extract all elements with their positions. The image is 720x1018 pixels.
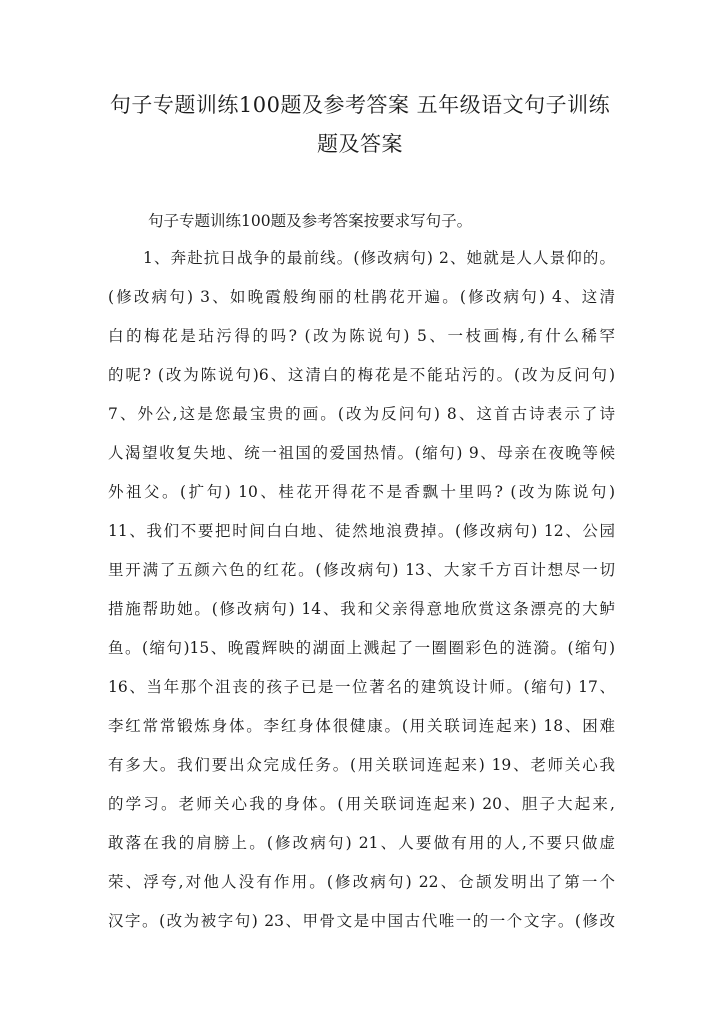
intro-paragraph: 句子专题训练100题及参考答案按要求写句子。 bbox=[148, 212, 473, 230]
body-line: 有多大。我们要出众完成任务。(用关联词连起来) 19、老师关心我 bbox=[108, 756, 615, 774]
body-line: 荣、浮夸,对他人没有作用。(修改病句) 22、仓颉发明出了第一个 bbox=[108, 873, 615, 891]
body-line: 鱼。(缩句)15、晚霞辉映的湖面上溅起了一圈圈彩色的涟漪。(缩句) bbox=[108, 639, 615, 657]
body-line: 汉字。(改为被字句) 23、甲骨文是中国古代唯一的一个文字。(修改 bbox=[108, 912, 615, 930]
body-line: 16、当年那个沮丧的孩子已是一位著名的建筑设计师。(缩句) 17、 bbox=[108, 678, 615, 696]
body-line: 里开满了五颜六色的红花。(修改病句) 13、大家千方百计想尽一切 bbox=[108, 561, 615, 579]
body-line: 的呢? (改为陈说句)6、这清白的梅花是不能玷污的。(改为反问句) bbox=[108, 366, 615, 384]
exercise-body bbox=[108, 243, 628, 945]
body-line: 白的梅花是玷污得的吗? (改为陈说句) 5、一枝画梅,有什么稀罕 bbox=[108, 327, 615, 345]
body-line: 措施帮助她。(修改病句) 14、我和父亲得意地欣赏这条漂亮的大鲈 bbox=[108, 600, 615, 618]
body-line: 7、外公,这是您最宝贵的画。(改为反问句) 8、这首古诗表示了诗 bbox=[108, 405, 615, 423]
body-line: 李红常常锻炼身体。李红身体很健康。(用关联词连起来) 18、困难 bbox=[108, 717, 615, 735]
body-line: 1、奔赴抗日战争的最前线。(修改病句) 2、她就是人人景仰的。 bbox=[143, 249, 615, 267]
body-line: 人渴望收复失地、统一祖国的爱国热情。(缩句) 9、母亲在夜晚等候 bbox=[108, 444, 615, 462]
body-line: (修改病句) 3、如晚霞般绚丽的杜鹃花开遍。(修改病句) 4、这清 bbox=[108, 288, 615, 306]
body-line: 的学习。老师关心我的身体。(用关联词连起来) 20、胆子大起来, bbox=[108, 795, 615, 813]
body-line: 敢落在我的肩膀上。(修改病句) 21、人要做有用的人,不要只做虚 bbox=[108, 834, 615, 852]
body-line: 11、我们不要把时间白白地、徒然地浪费掉。(修改病句) 12、公园 bbox=[108, 522, 615, 540]
body-line: 外祖父。(扩句) 10、桂花开得花不是香飘十里吗? (改为陈说句) bbox=[108, 483, 615, 501]
document-title: 句子专题训练100题及参考答案 五年级语文句子训练题及答案 bbox=[109, 93, 611, 156]
